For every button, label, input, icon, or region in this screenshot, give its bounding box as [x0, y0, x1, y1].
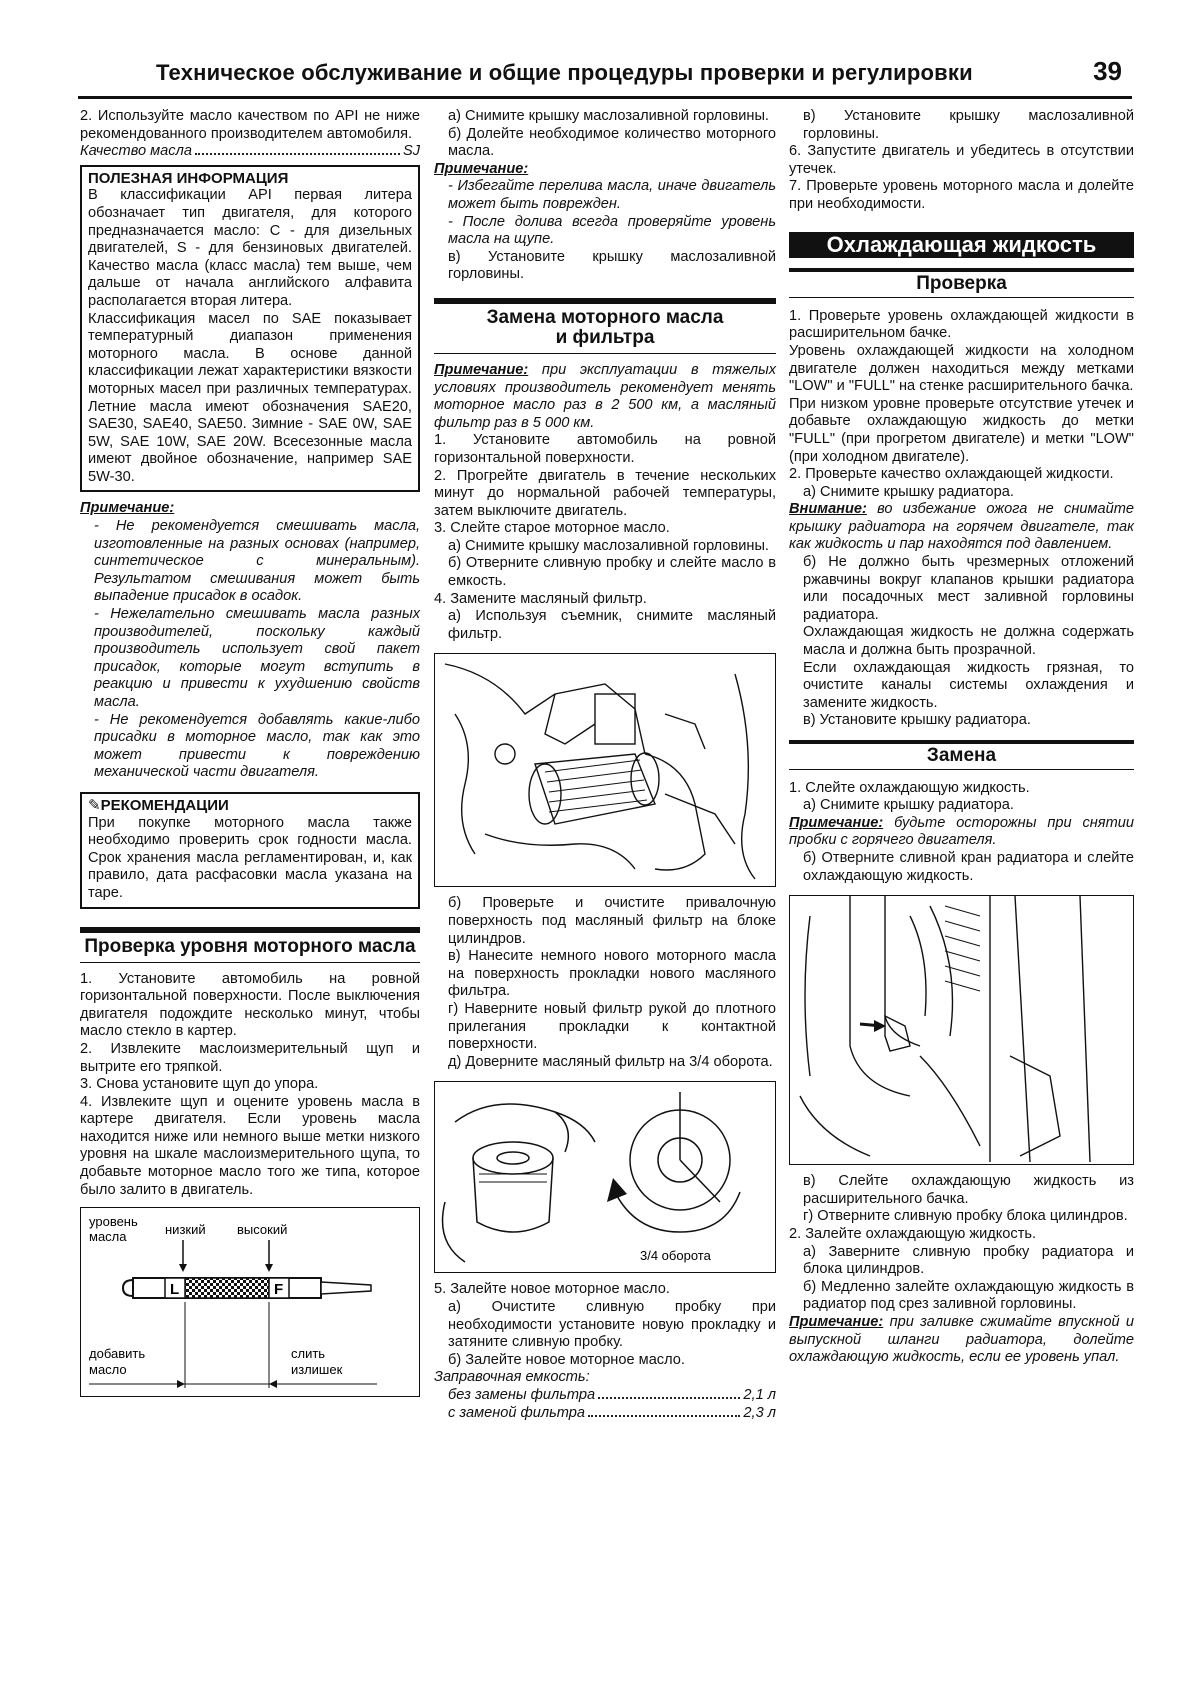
leader-dots: [195, 153, 400, 155]
step: 1. Установите автомобиль на ровной горизонтальной поверхности.: [434, 432, 776, 466]
step: б) Не должно быть чрезмерных отложений ржавчины вокруг клапанов крышки радиатора или посадочных мест заливной горловины радиатора.: [803, 554, 1134, 623]
step: д) Доверните масляный фильтр на 3/4 оборота.: [448, 1053, 773, 1070]
low-label: низкий: [165, 1222, 206, 1238]
step: а) Снимите крышку радиатора.: [803, 483, 1014, 500]
radiator-drain-figure: [789, 895, 1134, 1165]
step: б) Медленно залейте охлаждающую жидкость в радиатор под срез заливной горловины.: [803, 1278, 1134, 1313]
step: 1. Установите автомобиль на ровной горизонтальной поверхности. После выключения двигателя подождите несколько минут, чтобы масло стекло в картер.: [80, 970, 420, 1040]
step: 1. Проверьте уровень охлаждающей жидкости в расширительном бачке.: [789, 307, 1134, 342]
mark-high: F: [274, 1281, 284, 1299]
note-paragraph: Примечание: будьте осторожны при снятии пробки с горячего двигателя.: [789, 814, 1134, 849]
note-heading: Примечание:: [434, 160, 529, 177]
page-number: 39: [1093, 56, 1122, 86]
fig-caption: 3/4 оборота: [640, 1248, 711, 1264]
recommendation-heading: ✎РЕКОМЕНДАЦИИ: [88, 796, 229, 814]
step: 2. Извлеките маслоизмерительный щуп и вытрите его тряпкой.: [80, 1040, 420, 1075]
step: а) Используя съемник, снимите масляный фильтр.: [448, 608, 776, 642]
step: 2. Залейте охлаждающую жидкость.: [789, 1225, 1037, 1242]
step: б) Проверьте и очистите привалочную поверхность под масляный фильтр на блоке цилиндров.: [448, 895, 776, 947]
step: а) Снимите крышку радиатора.: [803, 797, 1014, 814]
info-box-text: В классификации API первая литера обозначает тип двигателя, для которого предназначается масло: С - для дизельных двигателей, S - для бензиновых двигателей. Качество масла (класс масла) тем выше, чем дальше от начала английского алфавита располагается вторая литера.: [88, 187, 412, 309]
step: 3. Снова установите щуп до упора.: [80, 1076, 319, 1093]
mark-low: L: [170, 1281, 180, 1299]
step: 4. Извлеките щуп и оцените уровень масла в картере двигателя. Если уровень масла находится ниже или немного выше метки низкого уровня на шкале маслоизмерительного щупа, то добавьте моторное масло того же типа, которое было залито в двигатель.: [80, 1093, 420, 1198]
step: в) Установите крышку радиатора.: [803, 712, 1031, 729]
step: 4. Замените масляный фильтр.: [434, 590, 647, 607]
paragraph: Если охлаждающая жидкость грязная, то очистите каналы системы охлаждения и замените жидкость.: [803, 659, 1134, 711]
oil-quality-label: Качество масла: [80, 143, 192, 160]
radiator-drain-illustration: [790, 896, 1131, 1162]
step: а) Заверните сливную пробку радиатора и блока цилиндров.: [803, 1243, 1134, 1278]
info-box-text: Классификация масел по SAE показывает температурный диапазон применения моторного масла. В основе данной классификации лежат характеристики вязкости моторных масел при различных температурах. Летние масла имеют обозначения SAE20, SAE30, SAE40, SAE50. Зимние - SAE 0W, SAE 5W, SAE 10W, SAE 20W. Всесезонные масла имеют двойное обозначение, например SAE 5W-30.: [88, 310, 412, 485]
dipstick-figure: [80, 1207, 420, 1397]
step: 6. Запустите двигатель и убедитесь в отсутствии утечек.: [789, 143, 1134, 177]
paragraph: Охлаждающая жидкость не должна содержать масла и должна быть прозрачной.: [803, 624, 1134, 659]
note-paragraph: Примечание: при эксплуатации в тяжелых условиях производитель рекомендует менять моторное масло раз в 2 500 км, а масляный фильтр раз в 5 000 км.: [434, 361, 776, 431]
step: а) Снимите крышку маслозаливной горловины.: [448, 108, 769, 124]
add-oil-label: добавить: [89, 1346, 146, 1362]
warning: Внимание: во избежание ожога не снимайте крышку радиатора на горячем двигателе, так как жидкость и пар находятся под давлением.: [789, 501, 1134, 553]
drain-excess-label: слить: [291, 1346, 326, 1362]
step: 2. Прогрейте двигатель в течение нескольких минут до нормальной рабочей температуры, затем выключите двигатель.: [434, 467, 776, 519]
step: 3. Слейте старое моторное масло.: [434, 520, 670, 537]
note-item: - Избегайте перелива масла, иначе двигатель может быть поврежден.: [448, 178, 776, 212]
step: в) Нанесите немного нового моторного масла на поверхность прокладки нового масляного фильтра.: [448, 948, 776, 1000]
step: 1. Слейте охлаждающую жидкость.: [789, 779, 1030, 796]
section-heading-oil-level: Проверка уровня моторного масла: [80, 927, 420, 963]
pencil-icon: ✎: [88, 796, 101, 814]
step: 2. Проверьте качество охлаждающей жидкости.: [789, 466, 1114, 483]
step: б) Залейте новое моторное масло.: [448, 1351, 685, 1368]
section-heading-coolant: Охлаждающая жидкость: [789, 232, 1134, 259]
recommendation-text: При покупке моторного масла также необходимо проверить срок годности масла. Срок хранения масла регламентирован, и, как правило, дата расфасовки масла указана на таре.: [88, 814, 412, 901]
capacity-line: с заменой фильтра 2,3 л: [448, 1404, 776, 1421]
level-label: уровень: [89, 1214, 138, 1230]
capacity-line: без замены фильтра 2,1 л: [448, 1386, 776, 1403]
section-heading-oil-change: Замена моторного масла и фильтра: [434, 298, 776, 354]
column-left: [80, 108, 420, 1405]
oil-quality-line: [80, 143, 420, 161]
step: б) Отверните сливной кран радиатора и слейте охлаждающую жидкость.: [803, 849, 1134, 884]
drain-excess-label: излишек: [291, 1362, 343, 1378]
page-header: [78, 52, 1132, 99]
filter-tightening-illustration: [435, 1082, 773, 1270]
step: г) Отверните сливную пробку блока цилиндров.: [803, 1208, 1128, 1225]
info-box: [80, 165, 420, 493]
filter-tightening-figure: [434, 1081, 776, 1273]
step: б) Отверните сливную пробку и слейте масло в емкость.: [448, 555, 776, 590]
oil-filter-removal-figure: [434, 653, 776, 887]
step: а) Снимите крышку маслозаливной горловины.: [448, 537, 769, 554]
dipstick-diagram: [81, 1208, 417, 1394]
step: в) Слейте охлаждающую жидкость из расширительного бачка.: [803, 1173, 1134, 1207]
column-right: [789, 108, 1134, 1367]
paragraph: Уровень охлаждающей жидкости на холодном двигателе должен находиться между метками "LOW" и "FULL" на стенке расширительного бачка.: [789, 342, 1134, 395]
column-middle: [434, 108, 776, 1422]
step: в) Установите крышку маслозаливной горловины.: [448, 248, 776, 283]
level-label: масла: [89, 1229, 127, 1245]
note-paragraph: Примечание: при заливке сжимайте впускной и выпускной шланги радиатора, долейте охлаждающую жидкость, если ее уровень упал.: [789, 1313, 1135, 1366]
recommendation-box: [80, 792, 420, 909]
step: а) Очистите сливную пробку при необходимости установите новую прокладку и затяните сливную пробку.: [448, 1298, 776, 1351]
step: 7. Проверьте уровень моторного масла и долейте при необходимости.: [789, 178, 1134, 212]
capacity-heading: Заправочная емкость:: [434, 1369, 590, 1386]
subsection-heading-check: Проверка: [789, 268, 1134, 298]
note-item: - Нежелательно смешивать масла разных производителей, поскольку каждый производитель использует свой пакет присадок, которые могут вступить в реакцию и привести к ухудшению свойств масла.: [94, 606, 420, 710]
step: г) Наверните новый фильтр рукой до плотного прилегания прокладки к контактной поверхности.: [448, 1001, 776, 1053]
note-item: - Не рекомендуется смешивать масла, изготовленные на разных основах (например, синтетическое с минеральным). Результатом смешивания может быть выпадение присадок в осадок.: [94, 518, 420, 605]
page-title: Техническое обслуживание и общие процедуры проверки и регулировки: [156, 60, 973, 85]
oil-filter-removal-illustration: [435, 654, 773, 884]
step: б) Долейте необходимое количество моторного масла.: [448, 125, 776, 160]
add-oil-label: масло: [89, 1362, 127, 1378]
oil-quality-value: SJ: [402, 143, 420, 160]
note-heading: Примечание:: [80, 500, 175, 517]
paragraph: 2. Используйте масло качеством по API не ниже рекомендованного производителем автомобиля.: [80, 108, 420, 142]
high-label: высокий: [237, 1222, 288, 1238]
note-item: - Не рекомендуется добавлять какие-либо присадки в моторное масло, так как это может привести к повреждению механической части двигателя.: [94, 711, 420, 781]
note-item: - После долива всегда проверяйте уровень масла на щупе.: [448, 213, 776, 248]
paragraph: При низком уровне проверьте отсутствие утечек и добавьте охлаждающую жидкость до метки "FULL" (при прогретом двигателе) и метки "LOW" (при холодном двигателе).: [789, 395, 1134, 465]
step: в) Установите крышку маслозаливной горловины.: [803, 108, 1134, 142]
step: 5. Залейте новое моторное масло.: [434, 1281, 670, 1298]
subsection-heading-replace: Замена: [789, 740, 1134, 770]
info-box-heading: ПОЛЕЗНАЯ ИНФОРМАЦИЯ: [88, 169, 289, 187]
